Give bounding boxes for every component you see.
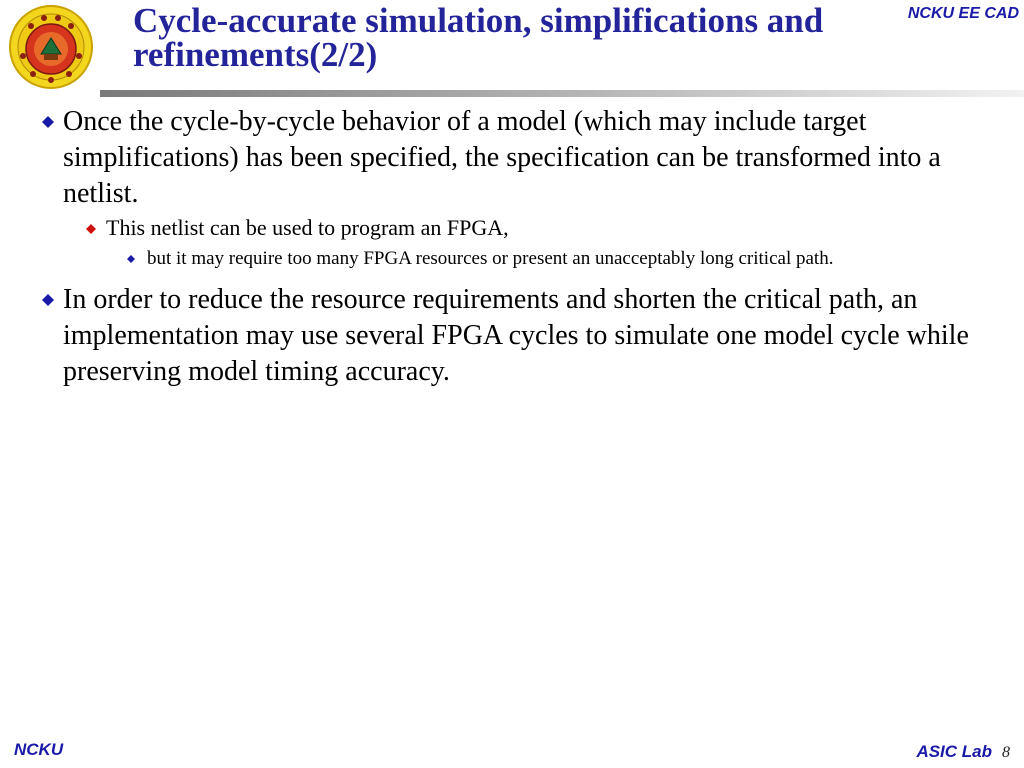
bullet-text: but it may require too many FPGA resources or present an unacceptably long critical path. (147, 248, 834, 269)
diamond-bullet-icon (42, 116, 54, 128)
diamond-bullet-icon (127, 255, 135, 263)
footer-lab: ASIC Lab (916, 742, 992, 761)
bullet-text: In order to reduce the resource requirements and shorten the critical path, an implementation may use several FPGA cycles to simulate one model cycle while preserving model timing accuracy. (63, 284, 969, 387)
bullet-item (63, 282, 1003, 390)
slide-title (133, 1, 933, 74)
bullet-text: Once the cycle-by-cycle behavior of a model (which may include target simplifications) has been specified, the specification can be transformed into a netlist. (63, 106, 941, 209)
diamond-bullet-icon (86, 224, 96, 234)
seal-icon (8, 4, 94, 90)
slide-title-line-1: Cycle-accurate simulation, simplifications and (133, 1, 824, 40)
bullet-item (63, 104, 1003, 212)
footer-org: NCKU (14, 740, 64, 759)
diamond-bullet-icon (42, 294, 54, 306)
spacer (0, 272, 1024, 282)
sub-bullet-item (106, 214, 986, 242)
slide-content (0, 104, 1024, 390)
university-logo (8, 4, 94, 90)
footer-right (916, 742, 1010, 762)
org-tag: NCKU EE CAD (907, 5, 1019, 22)
page-number: 8 (1002, 744, 1010, 761)
sub-sub-bullet-item (147, 246, 977, 272)
bullet-text: This netlist can be used to program an FPGA, (106, 215, 509, 240)
slide-title-line-2: refinements(2/2) (133, 35, 378, 74)
title-divider (100, 90, 1024, 97)
